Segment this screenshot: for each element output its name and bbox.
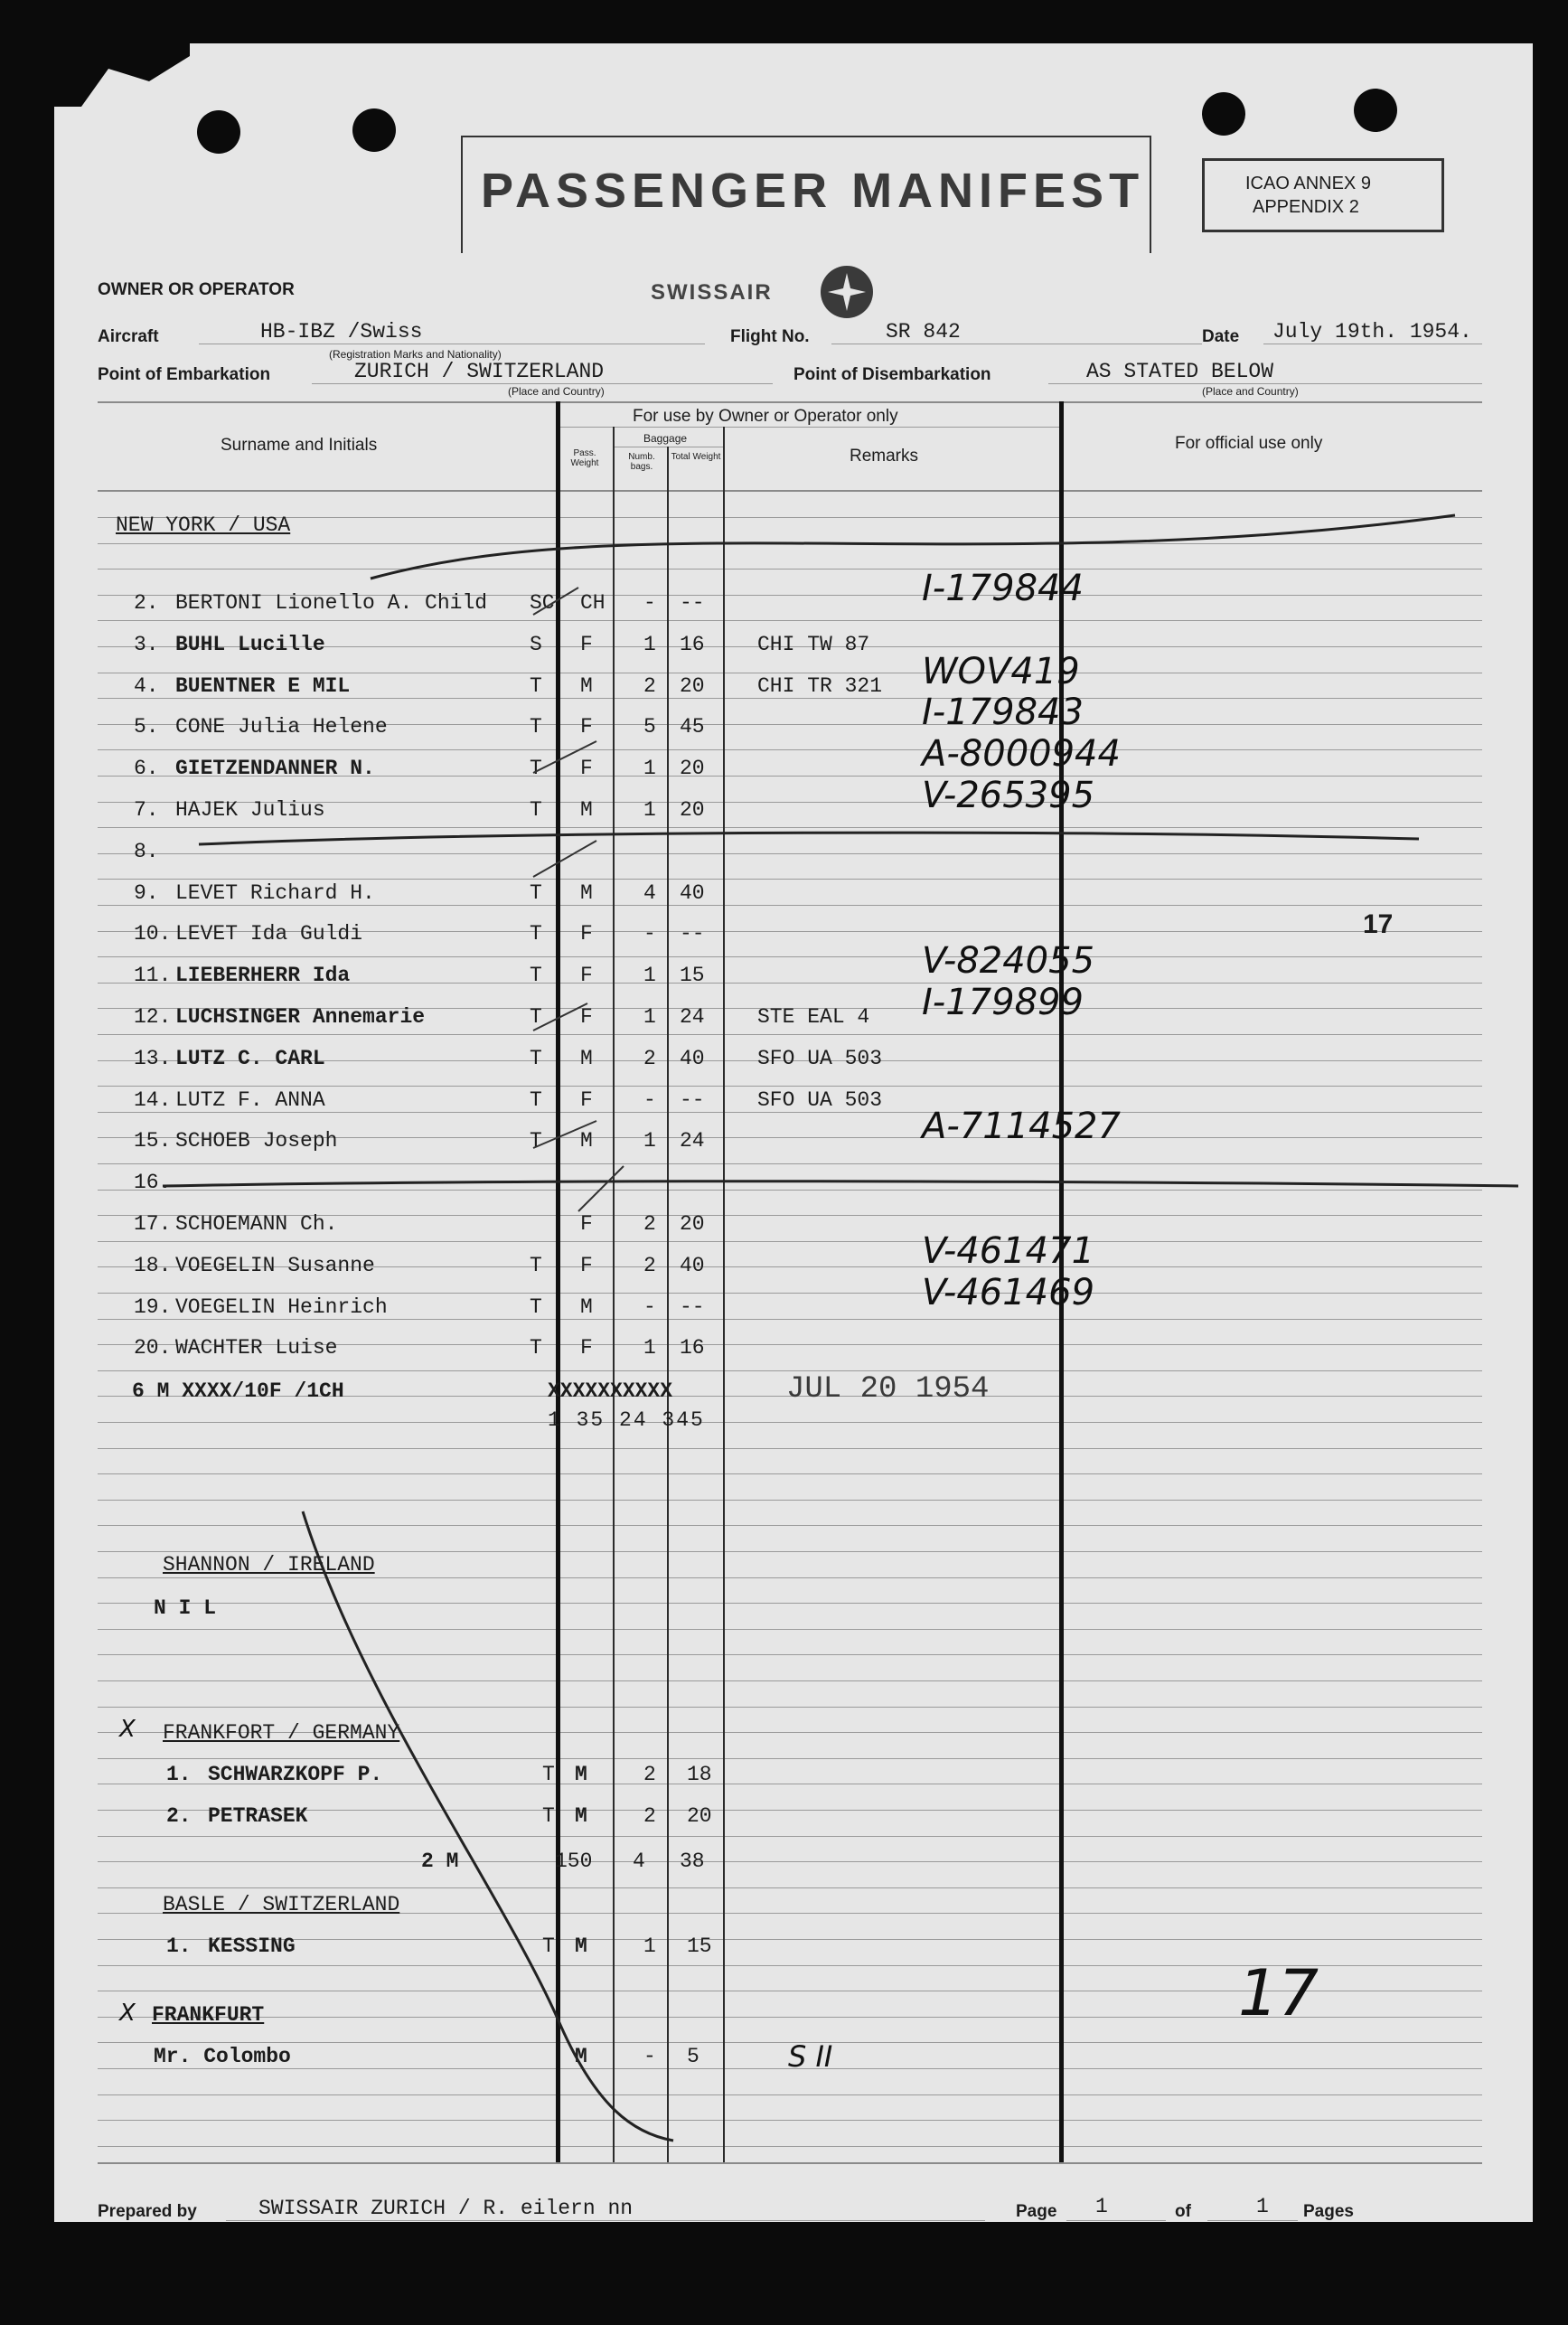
passenger-sex: F [580, 922, 593, 946]
received-date-stamp: JUL 20 1954 [786, 1372, 990, 1407]
bag-weight: 16 [680, 632, 705, 656]
disembark-value: AS STATED BELOW [1086, 360, 1274, 383]
passenger-name: LUCHSINGER Annemarie [175, 1005, 426, 1029]
passenger-name: GIETZENDANNER N. [175, 757, 375, 781]
row-line [98, 1654, 1482, 1655]
title-right-border [1150, 136, 1151, 253]
of-label: of [1175, 2202, 1191, 2221]
row-line [98, 827, 1482, 828]
embark-label: Point of Embarkation [98, 365, 271, 384]
row-line [98, 1939, 1482, 1940]
flight-value: SR 842 [886, 320, 961, 344]
passenger-class: T [530, 964, 542, 988]
passenger-class: T [530, 1294, 542, 1319]
embark-value: ZURICH / SWITZERLAND [354, 360, 605, 383]
punch-hole [197, 110, 240, 154]
bag-count: 1 [643, 964, 656, 988]
footer-rule [98, 2162, 1482, 2164]
col-total-weight: Total Weight [671, 452, 721, 462]
flight-label: Flight No. [730, 327, 810, 346]
passenger-sex: M [580, 1294, 593, 1319]
bag-count: 2 [643, 1804, 656, 1828]
row-number: 9. [134, 880, 159, 905]
row-number: 20. [134, 1336, 172, 1360]
airline-logo-text: SWISSAIR [651, 280, 773, 305]
bag-weight: 20 [680, 798, 705, 822]
official-number: A-7114527 [922, 1106, 1121, 1148]
frankfort-total-pass: 150 [555, 1850, 593, 1873]
row-line [98, 905, 1482, 906]
swissair-logo-icon [821, 266, 873, 318]
row-line [98, 2120, 1482, 2121]
row-line [98, 543, 1482, 544]
row-line [98, 1034, 1482, 1035]
bag-weight: 20 [680, 673, 705, 698]
row-line [98, 1525, 1482, 1526]
row-number: 8. [134, 839, 159, 863]
bag-count: - [643, 591, 656, 615]
official-number: WOV419 [922, 650, 1080, 692]
passenger-sex: M [580, 673, 593, 698]
row-number: 5. [134, 715, 159, 739]
page-underline [1066, 2220, 1166, 2221]
official-number: V-824055 [922, 940, 1095, 983]
passenger-class: T [530, 1129, 542, 1153]
passenger-sex: F [580, 1212, 593, 1236]
official-number: V-461469 [922, 1271, 1095, 1313]
passenger-class: T [530, 798, 542, 822]
row-line [98, 1758, 1482, 1759]
row-line [98, 2146, 1482, 2147]
date-label: Date [1202, 327, 1240, 346]
bag-count: - [643, 1087, 656, 1112]
passenger-name: WACHTER Luise [175, 1336, 338, 1360]
bag-count: 1 [643, 1336, 656, 1360]
passenger-class: T [530, 922, 542, 946]
bag-count: 1 [643, 1129, 656, 1153]
check-mark-x: X [119, 1716, 136, 1743]
row-line [98, 1887, 1482, 1888]
row-line [98, 1190, 1482, 1191]
passenger-sex: F [580, 632, 593, 656]
punch-hole [1354, 89, 1397, 132]
aircraft-value: HB-IBZ /Swiss [260, 320, 423, 344]
frankfort-total-label: 2 M [421, 1850, 459, 1873]
passenger-class: T [530, 715, 542, 739]
passenger-name: SCHOEB Joseph [175, 1129, 338, 1153]
passenger-sex: F [580, 964, 593, 988]
row-line [98, 1551, 1482, 1552]
section-frankfort-germany: FRANKFORT / GERMANY [163, 1721, 400, 1745]
col-divider-remarks [723, 427, 725, 2162]
passenger-name: HAJEK Julius [175, 798, 325, 822]
passenger-sex: M [580, 798, 593, 822]
col-numb-bags: Numb. bags. [628, 452, 655, 472]
bag-weight: 20 [680, 757, 705, 781]
bag-weight: 40 [680, 1046, 705, 1070]
prepared-underline [226, 2220, 985, 2221]
page-value: 1 [1095, 2195, 1108, 2218]
bag-weight: 15 [687, 1934, 712, 1958]
passenger-class: T [530, 1087, 542, 1112]
passenger-sex: M [580, 880, 593, 905]
official-number: V-265395 [922, 775, 1095, 816]
passenger-class: T [542, 1804, 555, 1828]
passenger-class: T [530, 1336, 542, 1360]
row-number: 7. [134, 798, 159, 822]
punch-hole [1202, 92, 1245, 136]
passenger-name: LUTZ F. ANNA [175, 1087, 325, 1112]
bag-count: 2 [643, 1212, 656, 1236]
header-bottom-rule [98, 490, 1482, 492]
bag-weight: 24 [680, 1005, 705, 1029]
official-number: I-179843 [922, 692, 1084, 734]
row-number: 17. [134, 1212, 172, 1236]
bag-count: - [643, 1294, 656, 1319]
frankfort-total-weight: 38 [680, 1850, 705, 1873]
passenger-class: T [530, 757, 542, 781]
icao-box [1202, 158, 1444, 232]
embark-underline [312, 383, 773, 384]
page-label: Page [1016, 2202, 1057, 2221]
section-frankfurt: FRANKFURT [152, 2003, 265, 2027]
disembark-underline [1048, 383, 1482, 384]
col-surname: Surname and Initials [221, 436, 378, 455]
passenger-sex: F [580, 715, 593, 739]
passenger-class: T [542, 1763, 555, 1786]
bag-weight: 24 [680, 1129, 705, 1153]
official-number: I-179899 [922, 982, 1084, 1023]
row-line [98, 620, 1482, 621]
pages-label: Pages [1303, 2202, 1354, 2221]
row-line [98, 1577, 1482, 1578]
passenger-sex: F [580, 757, 593, 781]
row-line [98, 2094, 1482, 2095]
bag-count: 1 [643, 632, 656, 656]
row-line [98, 1473, 1482, 1474]
bag-weight: -- [680, 1087, 705, 1112]
bag-weight: 40 [680, 1253, 705, 1277]
passenger-sex: F [580, 1253, 593, 1277]
bag-weight: 5 [687, 2045, 699, 2068]
row-number: 15. [134, 1129, 172, 1153]
row-line [98, 956, 1482, 957]
col-divider-pass [556, 401, 560, 2162]
handwritten-count-large: 17 [1238, 1956, 1319, 2030]
totals-summary: 6 M XXXX/10F /1CH [132, 1379, 344, 1403]
row-number: 12. [134, 1005, 172, 1029]
aircraft-label: Aircraft [98, 327, 159, 346]
passenger-name: Mr. Colombo [154, 2045, 291, 2068]
row-line [98, 1629, 1482, 1630]
page-title: PASSENGER MANIFEST [481, 164, 1145, 218]
aircraft-sub: (Registration Marks and Nationality) [329, 348, 502, 361]
row-number: 3. [134, 632, 159, 656]
icao-appendix: APPENDIX 2 [1253, 197, 1359, 217]
passenger-sex: F [580, 1005, 593, 1029]
passenger-sex: M [580, 1129, 593, 1153]
passenger-name: CONE Julia Helene [175, 715, 388, 739]
official-number: A-8000944 [922, 733, 1121, 776]
bag-weight: 16 [680, 1336, 705, 1360]
date-value: July 19th. 1954. [1272, 320, 1472, 344]
row-line [98, 1370, 1482, 1371]
bag-weight: 40 [680, 880, 705, 905]
row-line [98, 698, 1482, 699]
handwritten-count: 17 [1363, 909, 1394, 939]
shannon-nil: N I L [154, 1596, 217, 1620]
bag-weight: -- [680, 591, 705, 615]
passenger-class: T [530, 1046, 542, 1070]
row-number: 2. [134, 591, 159, 615]
row-number: 19. [134, 1294, 172, 1319]
embark-sub: (Place and Country) [508, 385, 605, 398]
bag-count: 2 [643, 1763, 656, 1786]
row-number: 18. [134, 1253, 172, 1277]
row-line [98, 1603, 1482, 1604]
of-underline [1207, 2220, 1298, 2221]
row-line [98, 1163, 1482, 1164]
passenger-name: LEVET Ida Guldi [175, 922, 363, 946]
col-owner-use: For use by Owner or Operator only [633, 407, 898, 426]
punch-hole [352, 108, 396, 152]
row-number: 2. [166, 1804, 192, 1828]
passenger-name: LEVET Richard H. [175, 880, 375, 905]
row-line [98, 1241, 1482, 1242]
check-mark-x: X [119, 2000, 136, 2027]
remark: SFO UA 503 [757, 1046, 883, 1070]
passenger-class: T [530, 673, 542, 698]
row-line [98, 1112, 1482, 1113]
col-remarks: Remarks [850, 447, 919, 466]
row-line [98, 879, 1482, 880]
bag-count: 5 [643, 715, 656, 739]
bag-count: 2 [643, 1253, 656, 1277]
passenger-class: T [530, 1253, 542, 1277]
passenger-name: LIEBERHERR Ida [175, 964, 351, 988]
passenger-name: LUTZ C. CARL [175, 1046, 325, 1070]
passenger-name: KESSING [208, 1934, 296, 1958]
disembark-sub: (Place and Country) [1202, 385, 1299, 398]
passenger-sex: CH [580, 591, 606, 615]
row-line [98, 1319, 1482, 1320]
row-number: 10. [134, 922, 172, 946]
bag-count: 1 [643, 798, 656, 822]
official-number: V-461471 [922, 1229, 1095, 1272]
owner-use-rule [558, 427, 1062, 428]
row-line [98, 1861, 1482, 1862]
row-number: 13. [134, 1046, 172, 1070]
section-basle: BASLE / SWITZERLAND [163, 1893, 400, 1916]
col-official: For official use only [1175, 434, 1323, 453]
row-line [98, 749, 1482, 750]
col-baggage: Baggage [643, 432, 688, 445]
icao-annex: ICAO ANNEX 9 [1245, 174, 1371, 193]
passenger-name: BUHL Lucille [175, 632, 325, 656]
bag-count: - [643, 922, 656, 946]
bag-count: 1 [643, 1934, 656, 1958]
row-number: 4. [134, 673, 159, 698]
row-number: 1. [166, 1763, 192, 1786]
header-rule [98, 401, 1482, 403]
bag-weight: 20 [687, 1804, 712, 1828]
row-line [98, 1448, 1482, 1449]
row-line [98, 1500, 1482, 1501]
passenger-sex: M [580, 1046, 593, 1070]
passenger-class: T [530, 1005, 542, 1029]
bag-weight: 18 [687, 1763, 712, 1786]
remark: CHI TR 321 [757, 673, 883, 698]
section-new-york: NEW YORK / USA [116, 513, 291, 537]
title-top-border [461, 136, 1151, 137]
prepared-label: Prepared by [98, 2202, 197, 2221]
row-line [98, 1422, 1482, 1423]
bag-count: 2 [643, 1046, 656, 1070]
section-shannon: SHANNON / IRELAND [163, 1553, 375, 1577]
totals-line2: 1 35 24 345 [548, 1408, 705, 1432]
row-line [98, 1293, 1482, 1294]
row-line [98, 517, 1482, 518]
passenger-name: SCHOEMANN Ch. [175, 1212, 338, 1236]
passenger-class: T [542, 1934, 555, 1958]
col-pass-weight: Pass. Weight [570, 448, 599, 468]
passenger-sex: M [575, 2045, 587, 2068]
bag-count: 1 [643, 757, 656, 781]
passenger-sex: M [575, 1763, 587, 1786]
title-left-border [461, 136, 463, 253]
row-number: 14. [134, 1087, 172, 1112]
passenger-class: S [530, 632, 542, 656]
bag-weight: -- [680, 1294, 705, 1319]
bag-count: 2 [643, 673, 656, 698]
frankfort-total-bags: 4 [633, 1850, 645, 1873]
passenger-sex: F [580, 1087, 593, 1112]
row-number: 6. [134, 757, 159, 781]
col-divider-bags [613, 427, 615, 2162]
passenger-sex: M [575, 1804, 587, 1828]
remark: STE EAL 4 [757, 1005, 870, 1029]
passenger-name: SCHWARZKOPF P. [208, 1763, 383, 1786]
remark: SFO UA 503 [757, 1087, 883, 1112]
bag-count: - [643, 2045, 656, 2068]
passenger-name: BERTONI Lionello A. Child [175, 591, 488, 615]
passenger-name: VOEGELIN Heinrich [175, 1294, 388, 1319]
bag-count: 1 [643, 1005, 656, 1029]
row-line [98, 853, 1482, 854]
bag-count: 4 [643, 880, 656, 905]
of-value: 1 [1256, 2195, 1269, 2218]
col-divider-weight [667, 447, 669, 2162]
passenger-name: BUENTNER E MIL [175, 673, 351, 698]
passenger-class: T [530, 880, 542, 905]
remark: CHI TW 87 [757, 632, 870, 656]
disembark-label: Point of Disembarkation [793, 365, 991, 384]
passenger-name: PETRASEK [208, 1804, 308, 1828]
passenger-sex: M [575, 1934, 587, 1958]
owner-label: OWNER OR OPERATOR [98, 280, 295, 299]
bag-weight: 20 [680, 1212, 705, 1236]
row-number: 11. [134, 964, 172, 988]
official-number: I-179844 [922, 568, 1084, 609]
bag-weight: 45 [680, 715, 705, 739]
row-number: 1. [166, 1934, 192, 1958]
passenger-sex: F [580, 1336, 593, 1360]
row-line [98, 1707, 1482, 1708]
row-line [98, 1086, 1482, 1087]
prepared-value: SWISSAIR ZURICH / R. eilern nn [258, 2197, 634, 2220]
row-line [98, 1836, 1482, 1837]
row-number: 16. [134, 1171, 172, 1195]
passenger-class: SC [530, 591, 555, 615]
bag-weight: 15 [680, 964, 705, 988]
bag-weight: -- [680, 922, 705, 946]
totals-overtype: XXXXXXXXXX [548, 1379, 673, 1403]
remark: S II [788, 2039, 833, 2074]
passenger-name: VOEGELIN Susanne [175, 1253, 375, 1277]
row-line [98, 1680, 1482, 1681]
